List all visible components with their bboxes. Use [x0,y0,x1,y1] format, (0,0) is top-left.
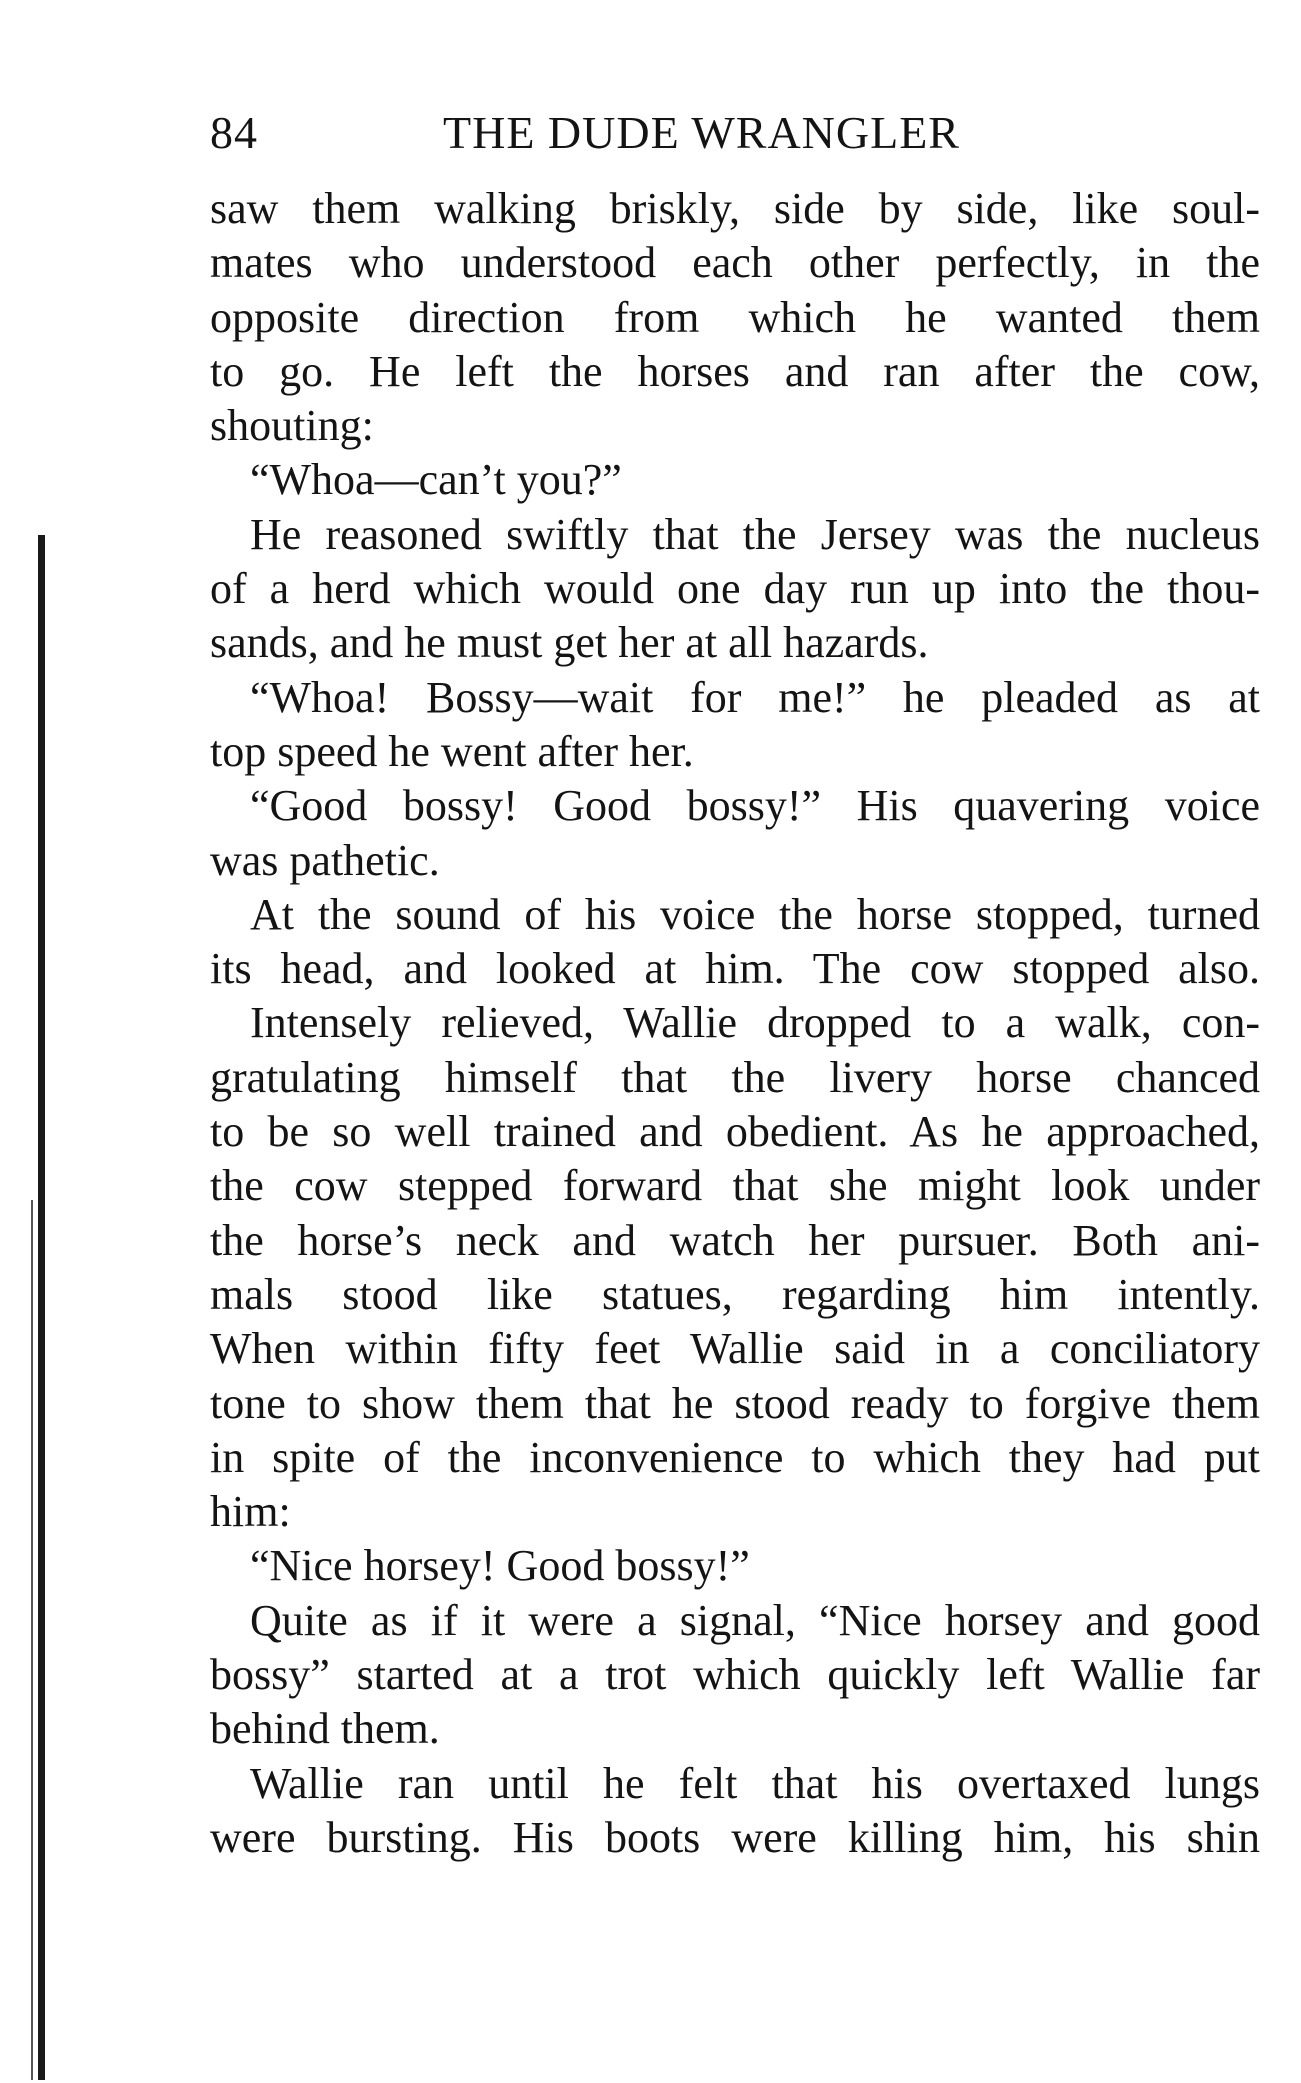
text-line: mates who understood each other perfectly, in the [210,238,1260,288]
text-line: “Good bossy! Good bossy!” His quavering voice [250,781,1260,831]
page-number: 84 [210,107,258,158]
text-line: to go. He left the horses and ran after the cow, [210,346,1260,396]
text-line: was pathetic. [210,835,440,885]
text-line: gratulating himself that the livery horse chanced [210,1052,1260,1102]
text-line: He reasoned swiftly that the Jersey was the nucleus [250,509,1260,559]
text-line: Wallie ran until he felt that his overtaxed lungs [250,1758,1260,1808]
text-line: in spite of the inconvenience to which they had put [210,1432,1260,1482]
text-line: top speed he went after her. [210,726,694,776]
text-line: bossy” started at a trot which quickly left Wallie far [210,1650,1260,1700]
text-line: the horse’s neck and watch her pursuer. Both ani- [210,1215,1260,1265]
text-line: the cow stepped forward that she might look under [210,1161,1260,1211]
text-line: of a herd which would one day run up into the thou- [210,564,1260,614]
text-line: “Nice horsey! Good bossy!” [250,1541,750,1591]
text-line: sands, and he must get her at all hazards. [210,618,929,668]
text-line: to be so well trained and obedient. As he approached, [210,1107,1260,1157]
text-line: When within fifty feet Wallie said in a conciliatory [210,1324,1260,1374]
text-line: him: [210,1487,291,1537]
text-line: Quite as if it were a signal, “Nice horsey and good [250,1595,1260,1645]
text-line: were bursting. His boots were killing him, his shin [210,1812,1260,1862]
text-line: tone to show them that he stood ready to forgive them [210,1378,1260,1428]
text-line: its head, and looked at him. The cow stopped also. [210,944,1260,994]
text-line: shouting: [210,401,374,451]
text-line: behind them. [210,1704,440,1754]
page-header [210,103,1270,163]
text-line: mals stood like statues, regarding him intently. [210,1269,1260,1319]
text-line: opposite direction from which he wanted them [210,292,1260,342]
binding-shadow [31,1200,33,2080]
text-line: “Whoa—can’t you?” [250,455,622,505]
text-line: Intensely relieved, Wallie dropped to a walk, con- [250,998,1260,1048]
running-title: THE DUDE WRANGLER [443,107,960,158]
text-line: At the sound of his voice the horse stopped, turned [250,889,1260,939]
body-text [210,182,1260,1865]
text-line: “Whoa! Bossy—wait for me!” he pleaded as at [250,672,1260,722]
text-line: saw them walking briskly, side by side, like soul- [210,184,1260,233]
binding-edge [38,535,45,2080]
